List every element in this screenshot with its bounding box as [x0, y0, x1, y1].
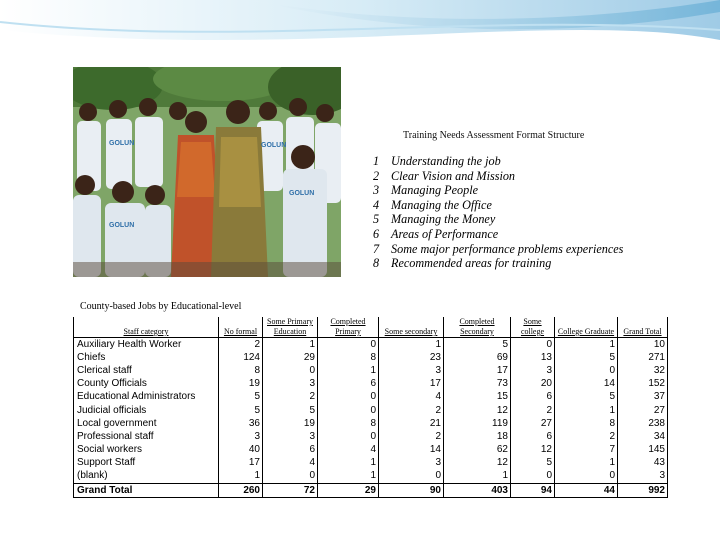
toc-item-text: Managing the Office: [391, 197, 492, 212]
value-cell: 44: [555, 484, 618, 498]
value-cell: 18: [444, 430, 511, 443]
value-cell: 43: [618, 457, 668, 470]
value-cell: 32: [618, 364, 668, 377]
table-row: [74, 404, 668, 417]
col-header: No formal: [219, 317, 263, 338]
value-cell: 152: [618, 378, 668, 391]
toc-item-text: Some major performance problems experiences: [391, 241, 624, 256]
value-cell: 2: [219, 338, 263, 352]
toc-item: [373, 198, 623, 213]
value-cell: 0: [511, 338, 555, 352]
value-cell: 1: [318, 457, 379, 470]
value-cell: 1: [444, 470, 511, 484]
table-row: [74, 351, 668, 364]
value-cell: 3: [379, 457, 444, 470]
value-cell: 1: [318, 470, 379, 484]
value-cell: 8: [555, 417, 618, 430]
value-cell: 3: [618, 470, 668, 484]
toc-item-text: Understanding the job: [391, 154, 501, 168]
staff-category-cell: County Officials: [74, 378, 219, 391]
value-cell: 0: [318, 338, 379, 352]
value-cell: 14: [555, 378, 618, 391]
toc-item: [373, 227, 623, 242]
value-cell: 2: [379, 430, 444, 443]
table-title: County-based Jobs by Educational-level: [80, 301, 242, 312]
shirt-print: GOLUN: [289, 190, 315, 197]
value-cell: 145: [618, 444, 668, 457]
toc-item-text: Recommended areas for training: [391, 256, 552, 271]
col-header: College Graduate: [555, 317, 618, 338]
value-cell: 37: [618, 391, 668, 404]
value-cell: 62: [444, 444, 511, 457]
value-cell: 6: [263, 444, 318, 457]
staff-category-cell: (blank): [74, 470, 219, 484]
col-header: Staff category: [74, 317, 219, 338]
value-cell: 5: [263, 404, 318, 417]
value-cell: 4: [263, 457, 318, 470]
toc-item-text: Managing the Money: [391, 212, 496, 227]
value-cell: 1: [379, 338, 444, 352]
toc-item: [373, 169, 623, 184]
staff-category-cell: Social workers: [74, 444, 219, 457]
table-row: [74, 378, 668, 391]
toc-item: [373, 212, 623, 227]
staff-category-cell: Clerical staff: [74, 364, 219, 377]
table-row: [74, 338, 668, 352]
value-cell: 12: [511, 444, 555, 457]
value-cell: 27: [511, 417, 555, 430]
value-cell: 992: [618, 484, 668, 498]
value-cell: 21: [379, 417, 444, 430]
toc-item-number: 3: [373, 183, 380, 198]
value-cell: 1: [318, 364, 379, 377]
value-cell: 0: [379, 470, 444, 484]
value-cell: 3: [511, 364, 555, 377]
value-cell: 0: [263, 364, 318, 377]
value-cell: 72: [263, 484, 318, 498]
table-row: [74, 444, 668, 457]
value-cell: 15: [444, 391, 511, 404]
toc-item-number: 8: [373, 256, 380, 271]
value-cell: 34: [618, 430, 668, 443]
value-cell: 0: [318, 404, 379, 417]
staff-category-cell: Educational Administrators: [74, 391, 219, 404]
value-cell: 17: [219, 457, 263, 470]
value-cell: 12: [444, 404, 511, 417]
value-cell: 4: [318, 444, 379, 457]
toc-item-number: 1: [373, 154, 380, 168]
value-cell: 12: [444, 457, 511, 470]
value-cell: 1: [555, 338, 618, 352]
value-cell: 40: [219, 444, 263, 457]
value-cell: 20: [511, 378, 555, 391]
staff-category-cell: Professional staff: [74, 430, 219, 443]
value-cell: 17: [379, 378, 444, 391]
value-cell: 2: [511, 404, 555, 417]
value-cell: 94: [511, 484, 555, 498]
staff-category-cell: Chiefs: [74, 351, 219, 364]
table-row: [74, 364, 668, 377]
value-cell: 17: [444, 364, 511, 377]
value-cell: 1: [219, 470, 263, 484]
value-cell: 1: [263, 338, 318, 352]
value-cell: 271: [618, 351, 668, 364]
value-cell: 0: [263, 470, 318, 484]
table-header-row: [74, 317, 668, 338]
value-cell: 0: [511, 470, 555, 484]
value-cell: 23: [379, 351, 444, 364]
value-cell: 3: [263, 430, 318, 443]
value-cell: 5: [219, 404, 263, 417]
value-cell: 1: [555, 404, 618, 417]
toc-item-text: Managing People: [391, 183, 478, 198]
table-row: [74, 457, 668, 470]
toc-item-number: 7: [373, 241, 380, 256]
table-row: [74, 391, 668, 404]
value-cell: 13: [511, 351, 555, 364]
col-header: Completed Secondary: [444, 317, 511, 338]
staff-category-cell: Support Staff: [74, 457, 219, 470]
col-header: Grand Total: [618, 317, 668, 338]
table-row: [74, 417, 668, 430]
toc-list: [373, 154, 623, 271]
col-header: Some Primary Education: [263, 317, 318, 338]
staff-category-cell: Auxiliary Health Worker: [74, 338, 219, 352]
table-total-row: [74, 484, 668, 498]
toc-item-number: 5: [373, 212, 380, 227]
value-cell: 8: [318, 417, 379, 430]
value-cell: 19: [263, 417, 318, 430]
value-cell: 5: [219, 391, 263, 404]
value-cell: 5: [511, 457, 555, 470]
value-cell: 6: [511, 430, 555, 443]
value-cell: 4: [379, 391, 444, 404]
value-cell: 3: [263, 378, 318, 391]
table-row: [74, 430, 668, 443]
value-cell: 14: [379, 444, 444, 457]
value-cell: 27: [618, 404, 668, 417]
value-cell: 260: [219, 484, 263, 498]
shirt-print: GOLUN: [109, 140, 135, 147]
value-cell: 8: [318, 351, 379, 364]
value-cell: 8: [219, 364, 263, 377]
value-cell: 238: [618, 417, 668, 430]
value-cell: 73: [444, 378, 511, 391]
value-cell: 0: [318, 430, 379, 443]
value-cell: 0: [555, 364, 618, 377]
staff-category-cell: Judicial officials: [74, 404, 219, 417]
value-cell: 124: [219, 351, 263, 364]
value-cell: 5: [555, 391, 618, 404]
value-cell: 0: [318, 391, 379, 404]
value-cell: 6: [318, 378, 379, 391]
toc-item-number: 2: [373, 168, 380, 183]
value-cell: 29: [263, 351, 318, 364]
value-cell: 69: [444, 351, 511, 364]
value-cell: 2: [555, 430, 618, 443]
value-cell: 119: [444, 417, 511, 430]
table-row: [74, 470, 668, 484]
value-cell: 6: [511, 391, 555, 404]
group-photo: [73, 67, 341, 277]
value-cell: 7: [555, 444, 618, 457]
value-cell: 90: [379, 484, 444, 498]
toc-item-number: 4: [373, 197, 380, 212]
col-header: Completed Primary: [318, 317, 379, 338]
value-cell: 2: [379, 404, 444, 417]
toc-item: [373, 256, 623, 271]
shirt-print: GOLUN: [261, 142, 287, 149]
value-cell: 0: [555, 470, 618, 484]
value-cell: 3: [379, 364, 444, 377]
value-cell: 19: [219, 378, 263, 391]
toc-item: [373, 242, 623, 257]
toc-item-text: Clear Vision and Mission: [391, 168, 516, 183]
toc-item: [373, 183, 623, 198]
value-cell: 36: [219, 417, 263, 430]
toc-item: [373, 154, 623, 169]
value-cell: 10: [618, 338, 668, 352]
toc-item-number: 6: [373, 226, 380, 241]
shirt-print: GOLUN: [109, 222, 135, 229]
toc-title: Training Needs Assessment Format Structure: [403, 130, 585, 141]
value-cell: 5: [555, 351, 618, 364]
value-cell: 2: [263, 391, 318, 404]
col-header: Some secondary: [379, 317, 444, 338]
value-cell: 3: [219, 430, 263, 443]
value-cell: 5: [444, 338, 511, 352]
value-cell: 403: [444, 484, 511, 498]
col-header: Some college: [511, 317, 555, 338]
jobs-by-education-table: [73, 317, 668, 498]
staff-category-cell: Grand Total: [74, 484, 219, 498]
staff-category-cell: Local government: [74, 417, 219, 430]
toc-item-text: Areas of Performance: [391, 226, 499, 241]
value-cell: 29: [318, 484, 379, 498]
value-cell: 1: [555, 457, 618, 470]
